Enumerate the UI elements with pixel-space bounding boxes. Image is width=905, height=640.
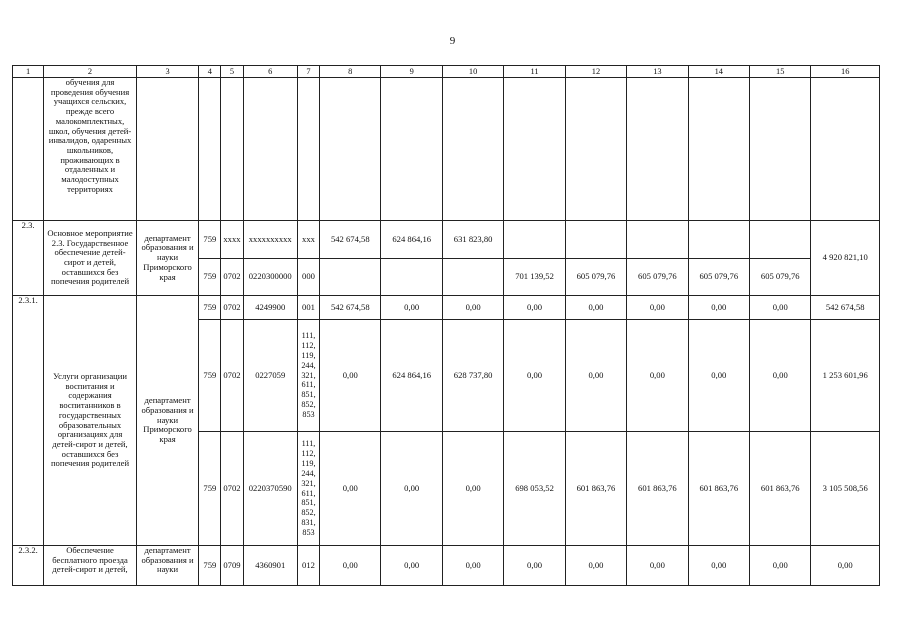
cell-value: 0,00 bbox=[504, 320, 565, 432]
measure-name-cont: обучения для проведения обучения учащихся сельских, прежде всего малокомплектных, школ, обучения детей-инвалидов, одаренных школьников, проживающих в отдаленных и малодоступных территориях bbox=[44, 78, 137, 221]
cell-grbs: 759 bbox=[199, 221, 221, 259]
cell-value: 0,00 bbox=[627, 320, 688, 432]
cell-value bbox=[750, 221, 811, 259]
cell-csr: xxxxxxxxxx bbox=[243, 221, 297, 259]
cell-value: 0,00 bbox=[688, 320, 749, 432]
row-number: 2.3.2. bbox=[13, 546, 44, 586]
cell-vr: 111, 112, 119, 244, 321, 611, 851, 852, 831, 853 bbox=[297, 432, 319, 546]
cell-total: 4 920 821,10 bbox=[811, 221, 880, 296]
row-number: 2.3.1. bbox=[13, 296, 44, 546]
cell-value: 0,00 bbox=[688, 296, 749, 320]
cell-grbs: 759 bbox=[199, 296, 221, 320]
cell-value: 0,00 bbox=[320, 432, 381, 546]
cell-csr: 0227059 bbox=[243, 320, 297, 432]
cell-vr: xxx bbox=[297, 221, 319, 259]
column-header: 8 bbox=[320, 66, 381, 78]
cell-vr: 012 bbox=[297, 546, 319, 586]
cell-value: 624 864,16 bbox=[381, 320, 442, 432]
cell-total: 3 105 508,56 bbox=[811, 432, 880, 546]
cell-grbs: 759 bbox=[199, 259, 221, 296]
measure-name: Основное мероприятие 2.3. Государственное обеспечение детей-сирот и детей, оставшихся без попечения родителей bbox=[44, 221, 137, 296]
executor: департамент образования и науки Приморского края bbox=[136, 296, 198, 546]
cell-value: 0,00 bbox=[320, 546, 381, 586]
column-header: 12 bbox=[565, 66, 626, 78]
cell-value bbox=[627, 221, 688, 259]
cell-total: 0,00 bbox=[811, 546, 880, 586]
column-header: 2 bbox=[44, 66, 137, 78]
cell-value: 542 674,58 bbox=[320, 221, 381, 259]
page-number: 9 bbox=[449, 35, 456, 47]
cell-value bbox=[320, 259, 381, 296]
cell-grbs: 759 bbox=[199, 546, 221, 586]
cell-value bbox=[381, 259, 442, 296]
column-header: 15 bbox=[750, 66, 811, 78]
cell-value: 605 079,76 bbox=[565, 259, 626, 296]
column-header: 13 bbox=[627, 66, 688, 78]
budget-table bbox=[12, 65, 880, 586]
cell-value: 605 079,76 bbox=[627, 259, 688, 296]
header-row bbox=[13, 66, 880, 78]
column-header: 10 bbox=[442, 66, 503, 78]
cell-vr: 001 bbox=[297, 296, 319, 320]
cell-grbs: 759 bbox=[199, 432, 221, 546]
cell-value: 0,00 bbox=[750, 546, 811, 586]
cell-grbs: 759 bbox=[199, 320, 221, 432]
table-row-2-3-a bbox=[13, 221, 880, 259]
cell-value: 0,00 bbox=[750, 296, 811, 320]
cell-value: 0,00 bbox=[565, 296, 626, 320]
cell-value bbox=[565, 221, 626, 259]
table-row-continuation bbox=[13, 78, 880, 221]
cell-value bbox=[504, 221, 565, 259]
column-header: 1 bbox=[13, 66, 44, 78]
cell-value: 601 863,76 bbox=[627, 432, 688, 546]
cell-rzpr: xxxx bbox=[221, 221, 243, 259]
row-number: 2.3. bbox=[13, 221, 44, 296]
cell-value: 601 863,76 bbox=[565, 432, 626, 546]
cell-value: 0,00 bbox=[504, 296, 565, 320]
cell-value: 0,00 bbox=[442, 546, 503, 586]
cell-csr: 0220370590 bbox=[243, 432, 297, 546]
cell-value: 0,00 bbox=[627, 546, 688, 586]
measure-name: Обеспечение бесплатного проезда детей-сирот и детей, bbox=[44, 546, 137, 586]
cell-value: 0,00 bbox=[381, 546, 442, 586]
cell-rzpr: 0702 bbox=[221, 296, 243, 320]
executor: департамент образования и науки bbox=[136, 546, 198, 586]
executor: департамент образования и науки Приморского края bbox=[136, 221, 198, 296]
table-row-2-3-1-a bbox=[13, 296, 880, 320]
cell-value: 631 823,80 bbox=[442, 221, 503, 259]
cell-value: 605 079,76 bbox=[750, 259, 811, 296]
cell-value: 701 139,52 bbox=[504, 259, 565, 296]
cell-value: 0,00 bbox=[504, 546, 565, 586]
cell-value: 698 053,52 bbox=[504, 432, 565, 546]
cell-value: 0,00 bbox=[565, 320, 626, 432]
cell-value: 0,00 bbox=[381, 296, 442, 320]
cell-csr: 4249900 bbox=[243, 296, 297, 320]
cell-value: 0,00 bbox=[442, 296, 503, 320]
cell-rzpr: 0702 bbox=[221, 432, 243, 546]
cell-value: 605 079,76 bbox=[688, 259, 749, 296]
column-header: 16 bbox=[811, 66, 880, 78]
cell-value: 0,00 bbox=[381, 432, 442, 546]
cell-value bbox=[442, 259, 503, 296]
cell-value: 542 674,58 bbox=[320, 296, 381, 320]
cell-csr: 4360901 bbox=[243, 546, 297, 586]
column-header: 3 bbox=[136, 66, 198, 78]
column-header: 11 bbox=[504, 66, 565, 78]
cell-value: 624 864,16 bbox=[381, 221, 442, 259]
cell-csr: 0220300000 bbox=[243, 259, 297, 296]
table-row-2-3-2 bbox=[13, 546, 880, 586]
cell-total: 542 674,58 bbox=[811, 296, 880, 320]
cell-value: 628 737,80 bbox=[442, 320, 503, 432]
column-header: 5 bbox=[221, 66, 243, 78]
column-header: 14 bbox=[688, 66, 749, 78]
cell-value: 0,00 bbox=[442, 432, 503, 546]
cell-value: 0,00 bbox=[627, 296, 688, 320]
cell-value: 0,00 bbox=[688, 546, 749, 586]
cell-vr: 111, 112, 119, 244, 321, 611, 851, 852, 853 bbox=[297, 320, 319, 432]
column-header: 9 bbox=[381, 66, 442, 78]
cell-value bbox=[688, 221, 749, 259]
measure-name: Услуги организации воспитания и содержания воспитанников в государственных образовательных организациях для детей-сирот и детей, оставшихся без попечения родителей bbox=[44, 296, 137, 546]
cell-value: 601 863,76 bbox=[750, 432, 811, 546]
cell-value: 601 863,76 bbox=[688, 432, 749, 546]
cell-value: 0,00 bbox=[320, 320, 381, 432]
cell-rzpr: 0702 bbox=[221, 320, 243, 432]
column-header: 4 bbox=[199, 66, 221, 78]
cell-rzpr: 0702 bbox=[221, 259, 243, 296]
cell-value: 0,00 bbox=[750, 320, 811, 432]
column-header: 7 bbox=[297, 66, 319, 78]
cell-total: 1 253 601,96 bbox=[811, 320, 880, 432]
cell-vr: 000 bbox=[297, 259, 319, 296]
cell-rzpr: 0709 bbox=[221, 546, 243, 586]
cell-value: 0,00 bbox=[565, 546, 626, 586]
column-header: 6 bbox=[243, 66, 297, 78]
